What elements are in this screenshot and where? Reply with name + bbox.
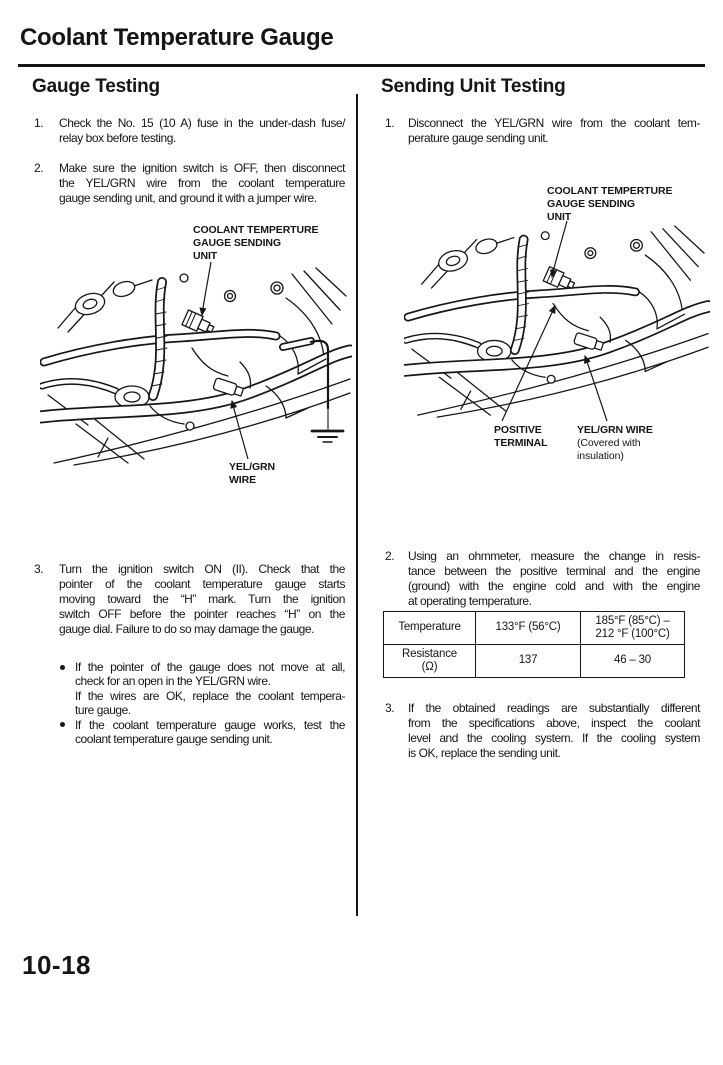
step-number: 1.	[385, 116, 395, 130]
text-line: If the wires are OK, replace the coolant tempera-	[75, 688, 345, 703]
text-line: Make sure the ignition switch is OFF, then disconnect	[59, 161, 345, 175]
label-line: YEL/GRN WIRE	[577, 424, 653, 436]
text-line: gauge sending unit, and ground it with a jumper wire.	[59, 191, 317, 205]
step-paragraph	[408, 549, 700, 609]
resistance-spec-table	[383, 611, 685, 678]
bullet-icon	[60, 722, 65, 727]
text-line: If the pointer of the gauge does not move at all,	[75, 660, 345, 674]
figure-label-sending-unit	[193, 224, 318, 263]
label-line: GAUGE SENDING	[547, 198, 635, 210]
label-line: COOLANT TEMPERTURE	[547, 185, 673, 197]
figure-label-positive-terminal	[494, 424, 547, 450]
step-paragraph	[59, 161, 345, 206]
text-line: at operating temperature.	[408, 594, 532, 608]
label-line: POSITIVE	[494, 424, 542, 436]
step-paragraph	[59, 562, 345, 637]
text-line: Disconnect the YEL/GRN wire from the coolant tem-	[408, 116, 700, 130]
label-line: WIRE	[229, 474, 257, 486]
text-line: check for an open in the YEL/GRN wire.	[75, 674, 271, 689]
text-line: is OK, replace the sending unit.	[408, 746, 561, 760]
text-line: pointer of the coolant temperature gauge starts	[59, 577, 345, 591]
step-number: 3.	[385, 701, 395, 715]
text-line: Check the No. 15 (10 A) fuse in the under-dash fuse/	[59, 116, 345, 130]
table-cell: Temperature	[384, 612, 476, 645]
page-number: 10-18	[22, 950, 91, 980]
figure-label-yelgrn-wire	[577, 424, 653, 463]
title-divider	[18, 64, 705, 67]
page-title: Coolant Temperature Gauge	[20, 24, 334, 51]
text-line: (ground) with the engine cold and with the engine	[408, 579, 700, 593]
text-line: level and the cooling system. If the cooling system	[408, 731, 700, 745]
text-line: If the obtained readings are substantially different	[408, 701, 700, 715]
step-paragraph	[408, 701, 700, 761]
label-line: UNIT	[547, 211, 572, 223]
text-line: Turn the ignition switch ON (II). Check that the	[59, 562, 345, 576]
bullet-list	[75, 660, 345, 746]
left-section-heading: Gauge Testing	[32, 76, 160, 97]
text-line: the YEL/GRN wire from the coolant temperature	[59, 176, 345, 190]
step-paragraph	[59, 116, 345, 146]
step-number: 3.	[34, 562, 44, 576]
label-line: insulation)	[577, 450, 624, 462]
step-number: 1.	[34, 116, 44, 130]
label-line: COOLANT TEMPERTURE	[193, 224, 319, 236]
text-line: gauge dial. Failure to do so may damage the gauge.	[59, 622, 315, 636]
figure-label-sending-unit	[547, 185, 672, 224]
label-line: GAUGE SENDING	[193, 237, 281, 249]
right-section-heading: Sending Unit Testing	[381, 76, 566, 97]
text-line: coolant temperature gauge sending unit.	[75, 732, 273, 747]
figure-label-yelgrn-wire	[229, 461, 275, 487]
text-line: perature gauge sending unit.	[408, 131, 549, 145]
step-number: 2.	[385, 549, 395, 563]
engine-illustration-left	[40, 266, 352, 468]
table-cell: 137	[476, 645, 581, 678]
table-cell: 133°F (56°C)	[476, 612, 581, 645]
table-cell: 185°F (85°C) – 212 °F (100°C)	[581, 612, 685, 645]
label-line: UNIT	[193, 250, 218, 262]
table-cell: 46 – 30	[581, 645, 685, 678]
text-line: tance between the positive terminal and the engine	[408, 564, 700, 578]
text-line: Using an ohmmeter, measure the change in resis-	[408, 549, 700, 563]
text-line: from the specifications above, inspect the coolant	[408, 716, 700, 730]
engine-illustration-right	[404, 224, 710, 420]
column-divider	[356, 94, 358, 916]
label-line: TERMINAL	[494, 437, 548, 449]
label-line: YEL/GRN	[229, 461, 275, 473]
text-line: If the coolant temperature gauge works, test the	[75, 717, 345, 732]
bullet-icon	[60, 665, 65, 670]
table-row	[384, 645, 685, 678]
text-line: relay box before testing.	[59, 131, 176, 145]
step-number: 2.	[34, 161, 44, 175]
step-paragraph	[408, 116, 700, 146]
label-line: (Covered with	[577, 437, 641, 449]
table-cell: Resistance (Ω)	[384, 645, 476, 678]
table-row	[384, 612, 685, 645]
text-line: ture gauge.	[75, 703, 131, 718]
text-line: moving toward the “H” mark. Turn the ignition	[59, 592, 345, 606]
text-line: switch OFF before the pointer reaches “H” on the	[59, 607, 345, 621]
